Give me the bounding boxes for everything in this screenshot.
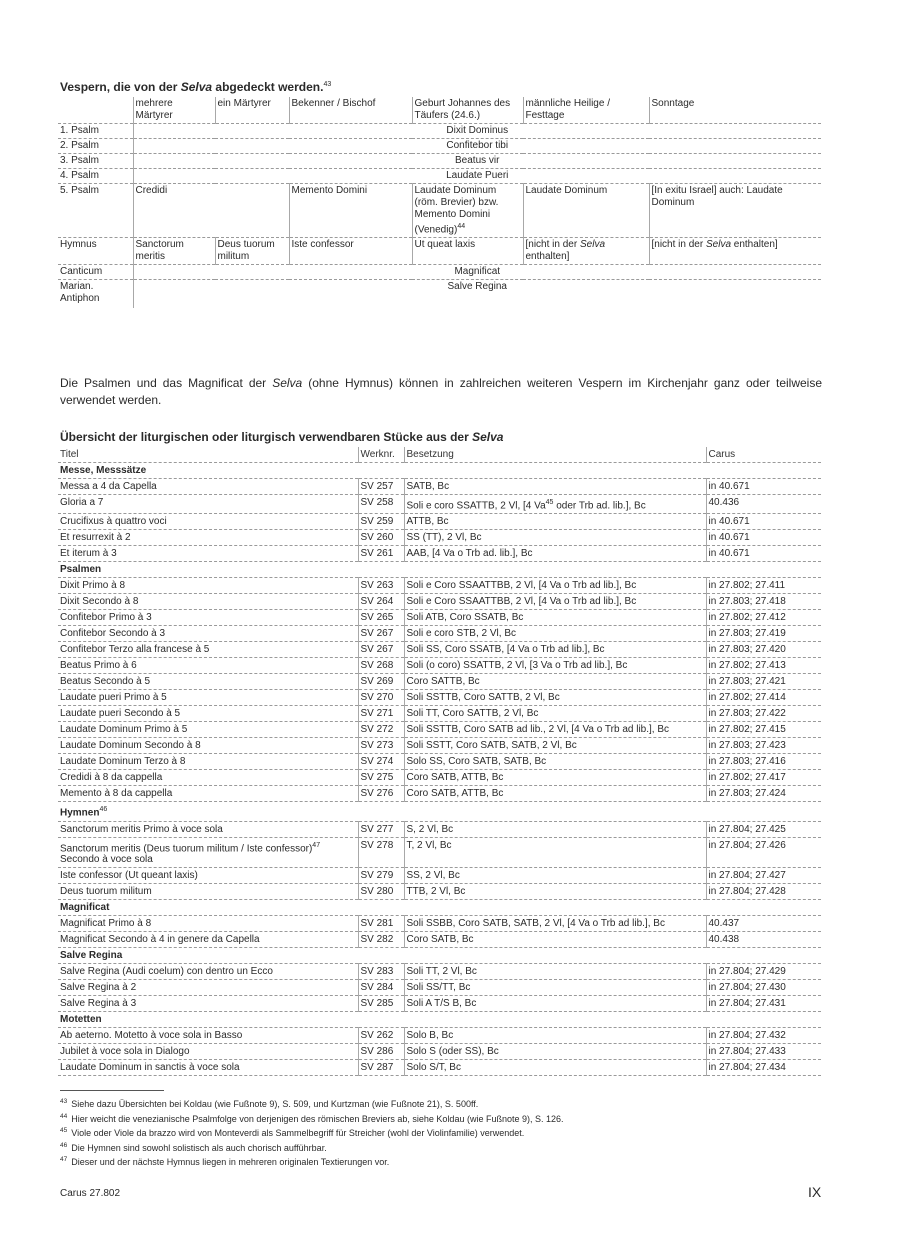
- carus-cell: in 27.803; 27.420: [706, 642, 821, 658]
- title-cell: Sanctorum meritis Primo à voce sola: [58, 821, 358, 837]
- table-row: [58, 184, 821, 238]
- row-value: Beatus vir: [133, 154, 821, 169]
- carus-cell: 40.438: [706, 931, 821, 947]
- carus-cell: in 27.803; 27.418: [706, 594, 821, 610]
- werknr-cell: SV 274: [358, 754, 404, 770]
- title-cell: Iste confessor (Ut queant laxis): [58, 867, 358, 883]
- carus-cell: 40.436: [706, 495, 821, 514]
- column-header: Werknr.: [358, 447, 404, 463]
- besetzung-cell: Soli SSTT, Coro SATB, SATB, 2 Vl, Bc: [404, 738, 706, 754]
- besetzung-cell: SATB, Bc: [404, 479, 706, 495]
- column-header: Sonntage: [649, 97, 821, 124]
- werknr-cell: SV 278: [358, 837, 404, 867]
- table-row: [58, 770, 821, 786]
- vespers-table: [58, 97, 821, 308]
- footnote: $^{46}$ Die Hymnen sind sowohl solistisch als auch chorisch aufführbar.: [60, 1141, 327, 1153]
- besetzung-cell: Soli TT, 2 Vl, Bc: [404, 963, 706, 979]
- werknr-cell: SV 282: [358, 931, 404, 947]
- carus-cell: in 27.803; 27.423: [706, 738, 821, 754]
- besetzung-cell: Soli SSTTB, Coro SATB ad lib., 2 Vl, [4 Va o Trb ad lib.], Bc: [404, 722, 706, 738]
- footnote: $^{43}$ Siehe dazu Übersichten bei Koldau (wie Fußnote 9), S. 509, und Kurtzman (wie Fußnote 21), S. 500ff.: [60, 1098, 479, 1109]
- table-row: [58, 642, 821, 658]
- column-header: ein Märtyrer: [215, 97, 289, 124]
- title-cell: Salve Regina à 2: [58, 979, 358, 995]
- carus-cell: in 27.802; 27.413: [706, 658, 821, 674]
- carus-cell: in 27.803; 27.424: [706, 786, 821, 802]
- footnote-rule: [60, 1090, 164, 1091]
- besetzung-cell: Coro SATB, ATTB, Bc: [404, 786, 706, 802]
- cell: [nicht in der Selva enthalten]: [649, 238, 821, 265]
- cell: Credidi: [133, 184, 289, 238]
- carus-cell: in 27.804; 27.426: [706, 837, 821, 867]
- table-row: [58, 546, 821, 562]
- carus-cell: in 27.803; 27.422: [706, 706, 821, 722]
- table-row: [58, 674, 821, 690]
- werknr-cell: SV 281: [358, 915, 404, 931]
- besetzung-cell: SS, 2 Vl, Bc: [404, 867, 706, 883]
- section-row: [58, 562, 821, 578]
- title-cell: Laudate pueri Primo à 5: [58, 690, 358, 706]
- table-row: [58, 821, 821, 837]
- cell: Laudate Dominum: [523, 184, 649, 238]
- table-row: [58, 626, 821, 642]
- carus-cell: in 27.802; 27.411: [706, 578, 821, 594]
- werknr-cell: SV 284: [358, 979, 404, 995]
- carus-cell: in 27.804; 27.432: [706, 1027, 821, 1043]
- table-row: [58, 931, 821, 947]
- werknr-cell: SV 272: [358, 722, 404, 738]
- besetzung-cell: T, 2 Vl, Bc: [404, 837, 706, 867]
- werknr-cell: SV 263: [358, 578, 404, 594]
- table-row: [58, 514, 821, 530]
- row-value: Magnificat: [133, 265, 821, 280]
- werknr-cell: SV 280: [358, 883, 404, 899]
- row-label: 1. Psalm: [58, 124, 133, 139]
- row-label: 5. Psalm: [58, 184, 133, 238]
- table-row: [58, 963, 821, 979]
- carus-cell: in 27.804; 27.430: [706, 979, 821, 995]
- section-heading: Psalmen: [58, 562, 821, 578]
- besetzung-cell: Coro SATB, ATTB, Bc: [404, 770, 706, 786]
- section-row: [58, 802, 821, 821]
- title-cell: Laudate Dominum in sanctis à voce sola: [58, 1059, 358, 1075]
- column-header: mehrere Märtyrer: [133, 97, 215, 124]
- carus-cell: in 40.671: [706, 514, 821, 530]
- besetzung-cell: Solo S/T, Bc: [404, 1059, 706, 1075]
- title-cell: Salve Regina (Audi coelum) con dentro un Ecco: [58, 963, 358, 979]
- besetzung-cell: Solo S (oder SS), Bc: [404, 1043, 706, 1059]
- werknr-cell: SV 268: [358, 658, 404, 674]
- carus-cell: in 27.803; 27.416: [706, 754, 821, 770]
- carus-cell: in 27.802; 27.412: [706, 610, 821, 626]
- werknr-cell: SV 258: [358, 495, 404, 514]
- section-heading: Motetten: [58, 1011, 821, 1027]
- section-row: [58, 947, 821, 963]
- title-cell: Sanctorum meritis (Deus tuorum militum / Iste confessor)$^{47}$ Secondo à voce sola: [58, 837, 358, 867]
- table-row: [58, 578, 821, 594]
- row-label: Marian. Antiphon: [60, 281, 100, 305]
- werknr-cell: SV 286: [358, 1043, 404, 1059]
- werknr-cell: SV 270: [358, 690, 404, 706]
- besetzung-cell: Coro SATTB, Bc: [404, 674, 706, 690]
- table-row: [58, 738, 821, 754]
- table-row: [58, 754, 821, 770]
- werknr-cell: SV 273: [358, 738, 404, 754]
- title-cell: Et resurrexit à 2: [58, 530, 358, 546]
- table-row: [58, 238, 821, 265]
- table-header-row: [58, 97, 821, 124]
- table-row: [58, 479, 821, 495]
- besetzung-cell: Solo SS, Coro SATB, SATB, Bc: [404, 754, 706, 770]
- table-row: [58, 169, 821, 184]
- cell: Deus tuorum militum: [215, 238, 289, 265]
- section-heading: Messe, Messsätze: [58, 463, 821, 479]
- carus-cell: in 40.671: [706, 546, 821, 562]
- table-row: [58, 495, 821, 514]
- werknr-cell: SV 271: [358, 706, 404, 722]
- carus-cell: in 27.804; 27.431: [706, 995, 821, 1011]
- carus-cell: in 27.803; 27.419: [706, 626, 821, 642]
- table-row: [58, 265, 821, 280]
- title-cell: Confitebor Primo à 3: [58, 610, 358, 626]
- title-cell: Dixit Secondo à 8: [58, 594, 358, 610]
- column-header: Geburt Johannes des Täufers (24.6.): [412, 97, 523, 124]
- werknr-cell: SV 262: [358, 1027, 404, 1043]
- besetzung-cell: AAB, [4 Va o Trb ad. lib.], Bc: [404, 546, 706, 562]
- table-row: [58, 915, 821, 931]
- title-cell: Et iterum à 3: [58, 546, 358, 562]
- title-cell: Magnificat Secondo à 4 in genere da Capella: [58, 931, 358, 947]
- title-cell: Confitebor Terzo alla francese à 5: [58, 642, 358, 658]
- besetzung-cell: Soli SSTTB, Coro SATTB, 2 Vl, Bc: [404, 690, 706, 706]
- section-heading: Salve Regina: [58, 947, 821, 963]
- footnote: $^{47}$ Dieser und der nächste Hymnus liegen in mehreren originalen Textierungen vor.: [60, 1156, 390, 1167]
- carus-cell: in 27.802; 27.414: [706, 690, 821, 706]
- table-row: [58, 154, 821, 169]
- werknr-cell: SV 267: [358, 642, 404, 658]
- werknr-cell: SV 275: [358, 770, 404, 786]
- besetzung-cell: Soli e Coro SSAATTBB, 2 Vl, [4 Va o Trb ad lib.], Bc: [404, 578, 706, 594]
- row-value: Laudate Pueri: [133, 169, 821, 184]
- besetzung-cell: Soli SS/TT, Bc: [404, 979, 706, 995]
- title-cell: Magnificat Primo à 8: [58, 915, 358, 931]
- table-row: [58, 786, 821, 802]
- footnote: $^{45}$ Viole oder Viole da brazzo wird von Monteverdi als Sammelbegriff für Streicher (wohl der Violinfamilie) verwendet.: [60, 1127, 525, 1138]
- column-header: männliche Heilige / Festtage: [523, 97, 649, 124]
- cell: [In exitu Israel] auch: Laudate Dominum: [649, 184, 821, 238]
- werknr-cell: SV 257: [358, 479, 404, 495]
- carus-cell: in 27.802; 27.417: [706, 770, 821, 786]
- werknr-cell: SV 279: [358, 867, 404, 883]
- row-label: 2. Psalm: [58, 139, 133, 154]
- footnotes: [60, 1096, 820, 1169]
- werknr-cell: SV 260: [358, 530, 404, 546]
- carus-cell: in 27.802; 27.415: [706, 722, 821, 738]
- row-value: Dixit Dominus: [133, 124, 821, 139]
- row-value: Salve Regina: [133, 280, 821, 309]
- besetzung-cell: Soli A T/S B, Bc: [404, 995, 706, 1011]
- row-label: Canticum: [58, 265, 133, 280]
- title-cell: Memento à 8 da cappella: [58, 786, 358, 802]
- besetzung-cell: Soli (o coro) SSATTB, 2 Vl, [3 Va o Trb ad lib.], Bc: [404, 658, 706, 674]
- cell: Iste confessor: [289, 238, 412, 265]
- cell: Sanctorum meritis: [133, 238, 215, 265]
- title-cell: Ab aeterno. Motetto à voce sola in Basso: [58, 1027, 358, 1043]
- title-cell: Beatus Secondo à 5: [58, 674, 358, 690]
- works-table: [58, 447, 821, 1076]
- carus-cell: in 27.804; 27.428: [706, 883, 821, 899]
- table-row: [58, 530, 821, 546]
- besetzung-cell: Soli e Coro SSAATTBB, 2 Vl, [4 Va o Trb ad lib.], Bc: [404, 594, 706, 610]
- besetzung-cell: Soli SS, Coro SSATB, [4 Va o Trb ad lib.], Bc: [404, 642, 706, 658]
- table-row: [58, 690, 821, 706]
- table-row: [58, 1027, 821, 1043]
- table-row: [58, 610, 821, 626]
- carus-cell: in 27.804; 27.429: [706, 963, 821, 979]
- cell: Memento Domini: [289, 184, 412, 238]
- besetzung-cell: Coro SATB, Bc: [404, 931, 706, 947]
- table-row: [58, 979, 821, 995]
- title-cell: Beatus Primo à 6: [58, 658, 358, 674]
- werknr-cell: SV 264: [358, 594, 404, 610]
- title-cell: Laudate Dominum Secondo à 8: [58, 738, 358, 754]
- title-cell: Laudate Dominum Primo à 5: [58, 722, 358, 738]
- title-cell: Salve Regina à 3: [58, 995, 358, 1011]
- table-row: [58, 1059, 821, 1075]
- carus-cell: in 40.671: [706, 530, 821, 546]
- besetzung-cell: SS (TT), 2 Vl, Bc: [404, 530, 706, 546]
- table1-title: Vespern, die von der Selva abgedeckt werden.$^{43}$: [60, 80, 332, 94]
- table-row: [58, 867, 821, 883]
- carus-cell: in 27.804; 27.434: [706, 1059, 821, 1075]
- title-cell: Jubilet à voce sola in Dialogo: [58, 1043, 358, 1059]
- title-cell: Laudate pueri Secondo à 5: [58, 706, 358, 722]
- table-row: [58, 658, 821, 674]
- section-row: [58, 463, 821, 479]
- besetzung-cell: Soli e coro STB, 2 Vl, Bc: [404, 626, 706, 642]
- besetzung-cell: Solo B, Bc: [404, 1027, 706, 1043]
- row-value: Confitebor tibi: [133, 139, 821, 154]
- column-header: Besetzung: [404, 447, 706, 463]
- row-label: 4. Psalm: [58, 169, 133, 184]
- table-row: [58, 722, 821, 738]
- werknr-cell: SV 267: [358, 626, 404, 642]
- table2-title: Übersicht der liturgischen oder liturgisch verwendbaren Stücke aus der Selva: [60, 430, 504, 444]
- table-row: [58, 837, 821, 867]
- title-cell: Confitebor Secondo à 3: [58, 626, 358, 642]
- section-heading: Magnificat: [58, 899, 821, 915]
- row-label: 3. Psalm: [58, 154, 133, 169]
- cell: Ut queat laxis: [412, 238, 523, 265]
- cell: Laudate Dominum (röm. Brevier) bzw. Memento Domini (Venedig)$^{44}$: [412, 184, 523, 238]
- title-cell: Deus tuorum militum: [58, 883, 358, 899]
- werknr-cell: SV 277: [358, 821, 404, 837]
- werknr-cell: SV 285: [358, 995, 404, 1011]
- besetzung-cell: ATTB, Bc: [404, 514, 706, 530]
- row-label: Hymnus: [58, 238, 133, 265]
- besetzung-cell: TTB, 2 Vl, Bc: [404, 883, 706, 899]
- body-paragraph: Die Psalmen und das Magnificat der Selva (ohne Hymnus) können in zahlreichen weiteren Vespern im Kirchenjahr ganz oder teilweise verwendet werden.: [60, 376, 823, 407]
- carus-cell: in 27.804; 27.425: [706, 821, 821, 837]
- werknr-cell: SV 269: [358, 674, 404, 690]
- werknr-cell: SV 259: [358, 514, 404, 530]
- carus-cell: in 40.671: [706, 479, 821, 495]
- carus-cell: in 27.803; 27.421: [706, 674, 821, 690]
- title-cell: Messa a 4 da Capella: [58, 479, 358, 495]
- page-number: IX: [808, 1184, 822, 1200]
- table-row: [58, 139, 821, 154]
- title-cell: Crucifixus à quattro voci: [58, 514, 358, 530]
- table-row: [58, 995, 821, 1011]
- table-row: [58, 1043, 821, 1059]
- table-row: [58, 594, 821, 610]
- besetzung-cell: Soli TT, Coro SATTB, 2 Vl, Bc: [404, 706, 706, 722]
- column-header: Bekenner / Bischof: [289, 97, 412, 124]
- title-cell: Laudate Dominum Terzo à 8: [58, 754, 358, 770]
- column-header: Carus: [706, 447, 821, 463]
- title-cell: Gloria a 7: [58, 495, 358, 514]
- section-row: [58, 899, 821, 915]
- table-header-row: [58, 447, 821, 463]
- footer-catalog-number: Carus 27.802: [60, 1188, 121, 1199]
- werknr-cell: SV 261: [358, 546, 404, 562]
- werknr-cell: SV 283: [358, 963, 404, 979]
- werknr-cell: SV 287: [358, 1059, 404, 1075]
- footnote: $^{44}$ Hier weicht die venezianische Psalmfolge von derjenigen des römischen Breviers ab, siehe Koldau (wie Fußnote 9), S. 126.: [60, 1112, 564, 1124]
- table-row: [58, 883, 821, 899]
- title-cell: Dixit Primo à 8: [58, 578, 358, 594]
- section-row: [58, 1011, 821, 1027]
- besetzung-cell: Soli ATB, Coro SSATB, Bc: [404, 610, 706, 626]
- besetzung-cell: Soli SSBB, Coro SATB, SATB, 2 Vl, [4 Va o Trb ad lib.], Bc: [404, 915, 706, 931]
- werknr-cell: SV 276: [358, 786, 404, 802]
- besetzung-cell: S, 2 Vl, Bc: [404, 821, 706, 837]
- table-row: [58, 280, 821, 309]
- column-header: Titel: [58, 447, 358, 463]
- table-row: [58, 124, 821, 139]
- section-heading: Hymnen$^{46}$: [58, 802, 821, 821]
- table-row: [58, 706, 821, 722]
- carus-cell: 40.437: [706, 915, 821, 931]
- werknr-cell: SV 265: [358, 610, 404, 626]
- title-cell: Credidi à 8 da cappella: [58, 770, 358, 786]
- cell: [nicht in der Selva enthalten]: [523, 238, 649, 265]
- carus-cell: in 27.804; 27.433: [706, 1043, 821, 1059]
- besetzung-cell: Soli e coro SSATTB, 2 Vl, [4 Va$^{45}$ oder Trb ad. lib.], Bc: [404, 495, 706, 514]
- carus-cell: in 27.804; 27.427: [706, 867, 821, 883]
